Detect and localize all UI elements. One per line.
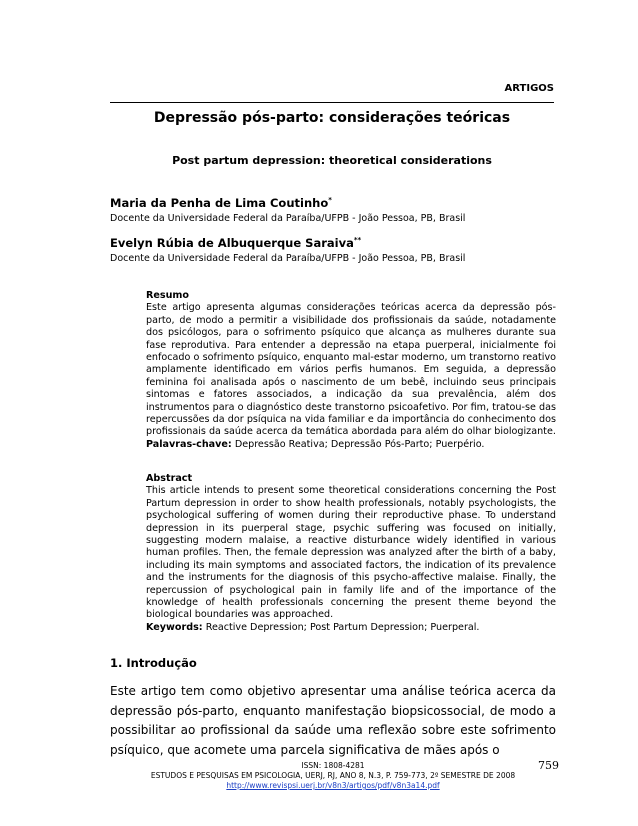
keywords-label: Keywords:	[146, 621, 203, 633]
section-body-text: Este artigo tem como objetivo apresentar uma análise teórica acerca da depressão pós-parto, enquanto manifestação biopsicossocial, de modo a possibilitar ao profissional da saúde uma reflexão sobre este sofrimento psíquico, que acomete uma parcela significativa de mães após o	[110, 684, 556, 757]
abstract-block	[146, 473, 556, 634]
section-label: ARTIGOS	[504, 83, 554, 94]
keywords-label: Palavras-chave:	[146, 438, 232, 450]
author-affiliation-2: Docente da Universidade Federal da Paraíba/UFPB - João Pessoa, PB, Brasil	[110, 253, 466, 264]
author-name-1	[110, 196, 332, 210]
keywords-text: Reactive Depression; Post Partum Depression; Puerperal.	[205, 621, 480, 633]
abstract-text: This article intends to present some theoretical considerations concerning the Post Partum depression in order to show health professionals, notably psychologists, the psychological suffering of women during their reproductive phase. To understand depression in its puerperal stage, psychic suffering was focused on initially, suggesting modern malaise, a reactive disturbance widely identified in various human profiles. Then, the female depression was analyzed after the birth of a baby, including its main symptoms and associated factors, the indication of its prevalence and the instruments for the diagnosis of this psycho-affective malaise. Finally, the repercussion of psychological pain in family life and of the importance of the knowledge of health professionals concerning the present theme beyond the biological boundaries was approached.	[146, 485, 556, 621]
article-title-pt: Depressão pós-parto: considerações teóricas	[153, 110, 511, 126]
abstract-keywords	[146, 622, 556, 634]
header-rule	[110, 102, 554, 103]
footer-journal: ESTUDOS E PESQUISAS EM PSICOLOGIA, UERJ, RJ, ANO 8, N.3, P. 759-773, 2º SEMESTRE DE 2008	[150, 771, 516, 780]
author-name-2	[110, 236, 361, 250]
keywords-text: Depressão Reativa; Depressão Pós-Parto; Puerpério.	[234, 438, 485, 450]
author-mark: *	[328, 196, 332, 205]
article-title-en: Post partum depression: theoretical considerations	[172, 154, 492, 167]
footer-url-link[interactable]: http://www.revispsi.uerj.br/v8n3/artigos/pdf/v8n3a14.pdf	[226, 781, 440, 790]
footer-issn: ISSN: 1808-4281	[301, 761, 365, 770]
author-name-text: Evelyn Rúbia de Albuquerque Saraiva	[110, 236, 354, 250]
section-heading: 1. Introdução	[110, 656, 197, 670]
author-name-text: Maria da Penha de Lima Coutinho	[110, 196, 329, 210]
page-number: 759	[538, 759, 559, 772]
resumo-keywords	[146, 439, 556, 451]
author-mark: **	[353, 236, 362, 245]
resumo-heading: Resumo	[146, 290, 190, 301]
author-affiliation-1: Docente da Universidade Federal da Paraíba/UFPB - João Pessoa, PB, Brasil	[110, 213, 466, 224]
resumo-text: Este artigo apresenta algumas considerações teóricas acerca da depressão pós-parto, de modo a permitir a visibilidade dos profissionais da saúde, notadamente dos psicólogos, para o sofrimento psíquico que alcança as mulheres durante sua fase reprodutiva. Para entender a depressão na etapa puerperal, inicialmente foi enfocado o sofrimento psíquico, enquanto mal-estar moderno, um transtorno reativo amplamente identificado em vários perfis humanos. Em seguida, a depressão feminina foi analisada após o nascimento de um bebê, incluindo seus principais sintomas e fatores associados, a indicação da sua prevalência, além dos instrumentos para o diagnóstico deste transtorno psicoafetivo. Por fim, tratou-se das repercussões da dor psíquica na vida familiar e da importância do conhecimento dos profissionais da saúde acerca da temática abordada para além do olhar biologizante.	[146, 302, 556, 438]
resumo-block	[146, 290, 556, 451]
page-footer	[110, 761, 556, 791]
abstract-heading: Abstract	[146, 473, 193, 484]
